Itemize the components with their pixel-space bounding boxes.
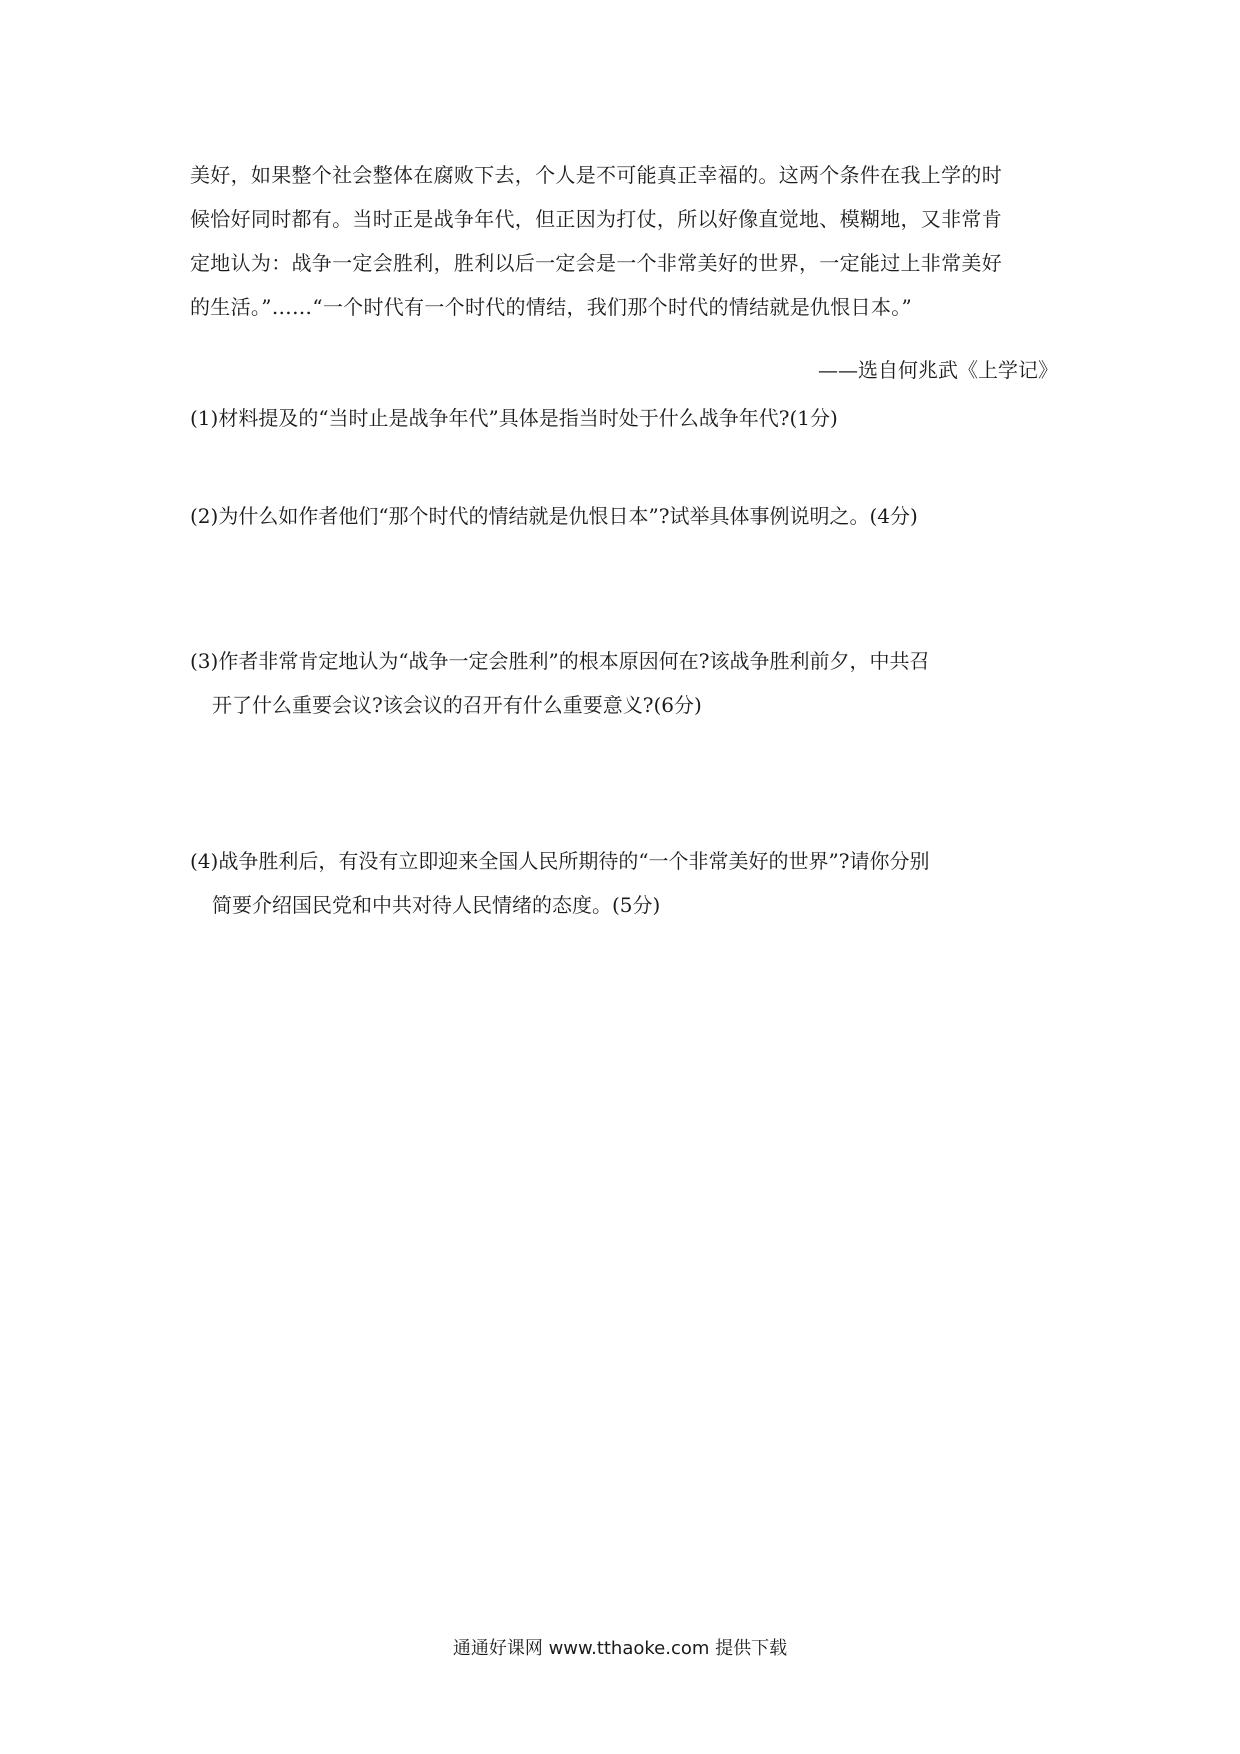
- passage-line: 定地认为：战争一定会胜利，胜利以后一定会是一个非常美好的世界，一定能过上非常美好: [190, 251, 1002, 275]
- question-3: [190, 645, 1060, 721]
- passage-line: 候恰好同时都有。当时正是战争年代，但正因为打仗，所以好像直觉地、模糊地，又非常肯: [190, 207, 1002, 231]
- question-text: (3)作者非常肯定地认为“战争一定会胜利”的根本原因何在?该战争胜利前夕，中共召: [190, 649, 930, 673]
- passage-line: 的生活。”……“一个时代有一个时代的情结，我们那个时代的情结就是仇恨日本。”: [190, 295, 913, 319]
- question-text-continued: 开了什么重要会议?该会议的召开有什么重要意义?(6分): [212, 693, 702, 717]
- page-footer: 通通好课网 www.tthaoke.com 提供下载: [452, 1638, 788, 1659]
- reading-passage: [190, 153, 1060, 329]
- question-text-continued: 简要介绍国民党和中共对待人民情绪的态度。(5分): [212, 893, 661, 917]
- question-text: (1)材料提及的“当时止是战争年代”具体是指当时处于什么战争年代?(1分): [190, 406, 838, 430]
- question-2: [190, 500, 1060, 532]
- passage-line: 美好，如果整个社会整体在腐败下去，个人是不可能真正幸福的。这两个条件在我上学的时: [190, 163, 1002, 187]
- question-text: (4)战争胜利后，有没有立即迎来全国人民所期待的“一个非常美好的世界”?请你分别: [190, 849, 930, 873]
- question-text: (2)为什么如作者他们“那个时代的情结就是仇恨日本”?试举具体事例说明之。(4分): [190, 504, 918, 528]
- passage-source: ——选自何兆武《上学记》: [818, 358, 1058, 382]
- question-4: [190, 845, 1060, 921]
- question-1: [190, 402, 1060, 434]
